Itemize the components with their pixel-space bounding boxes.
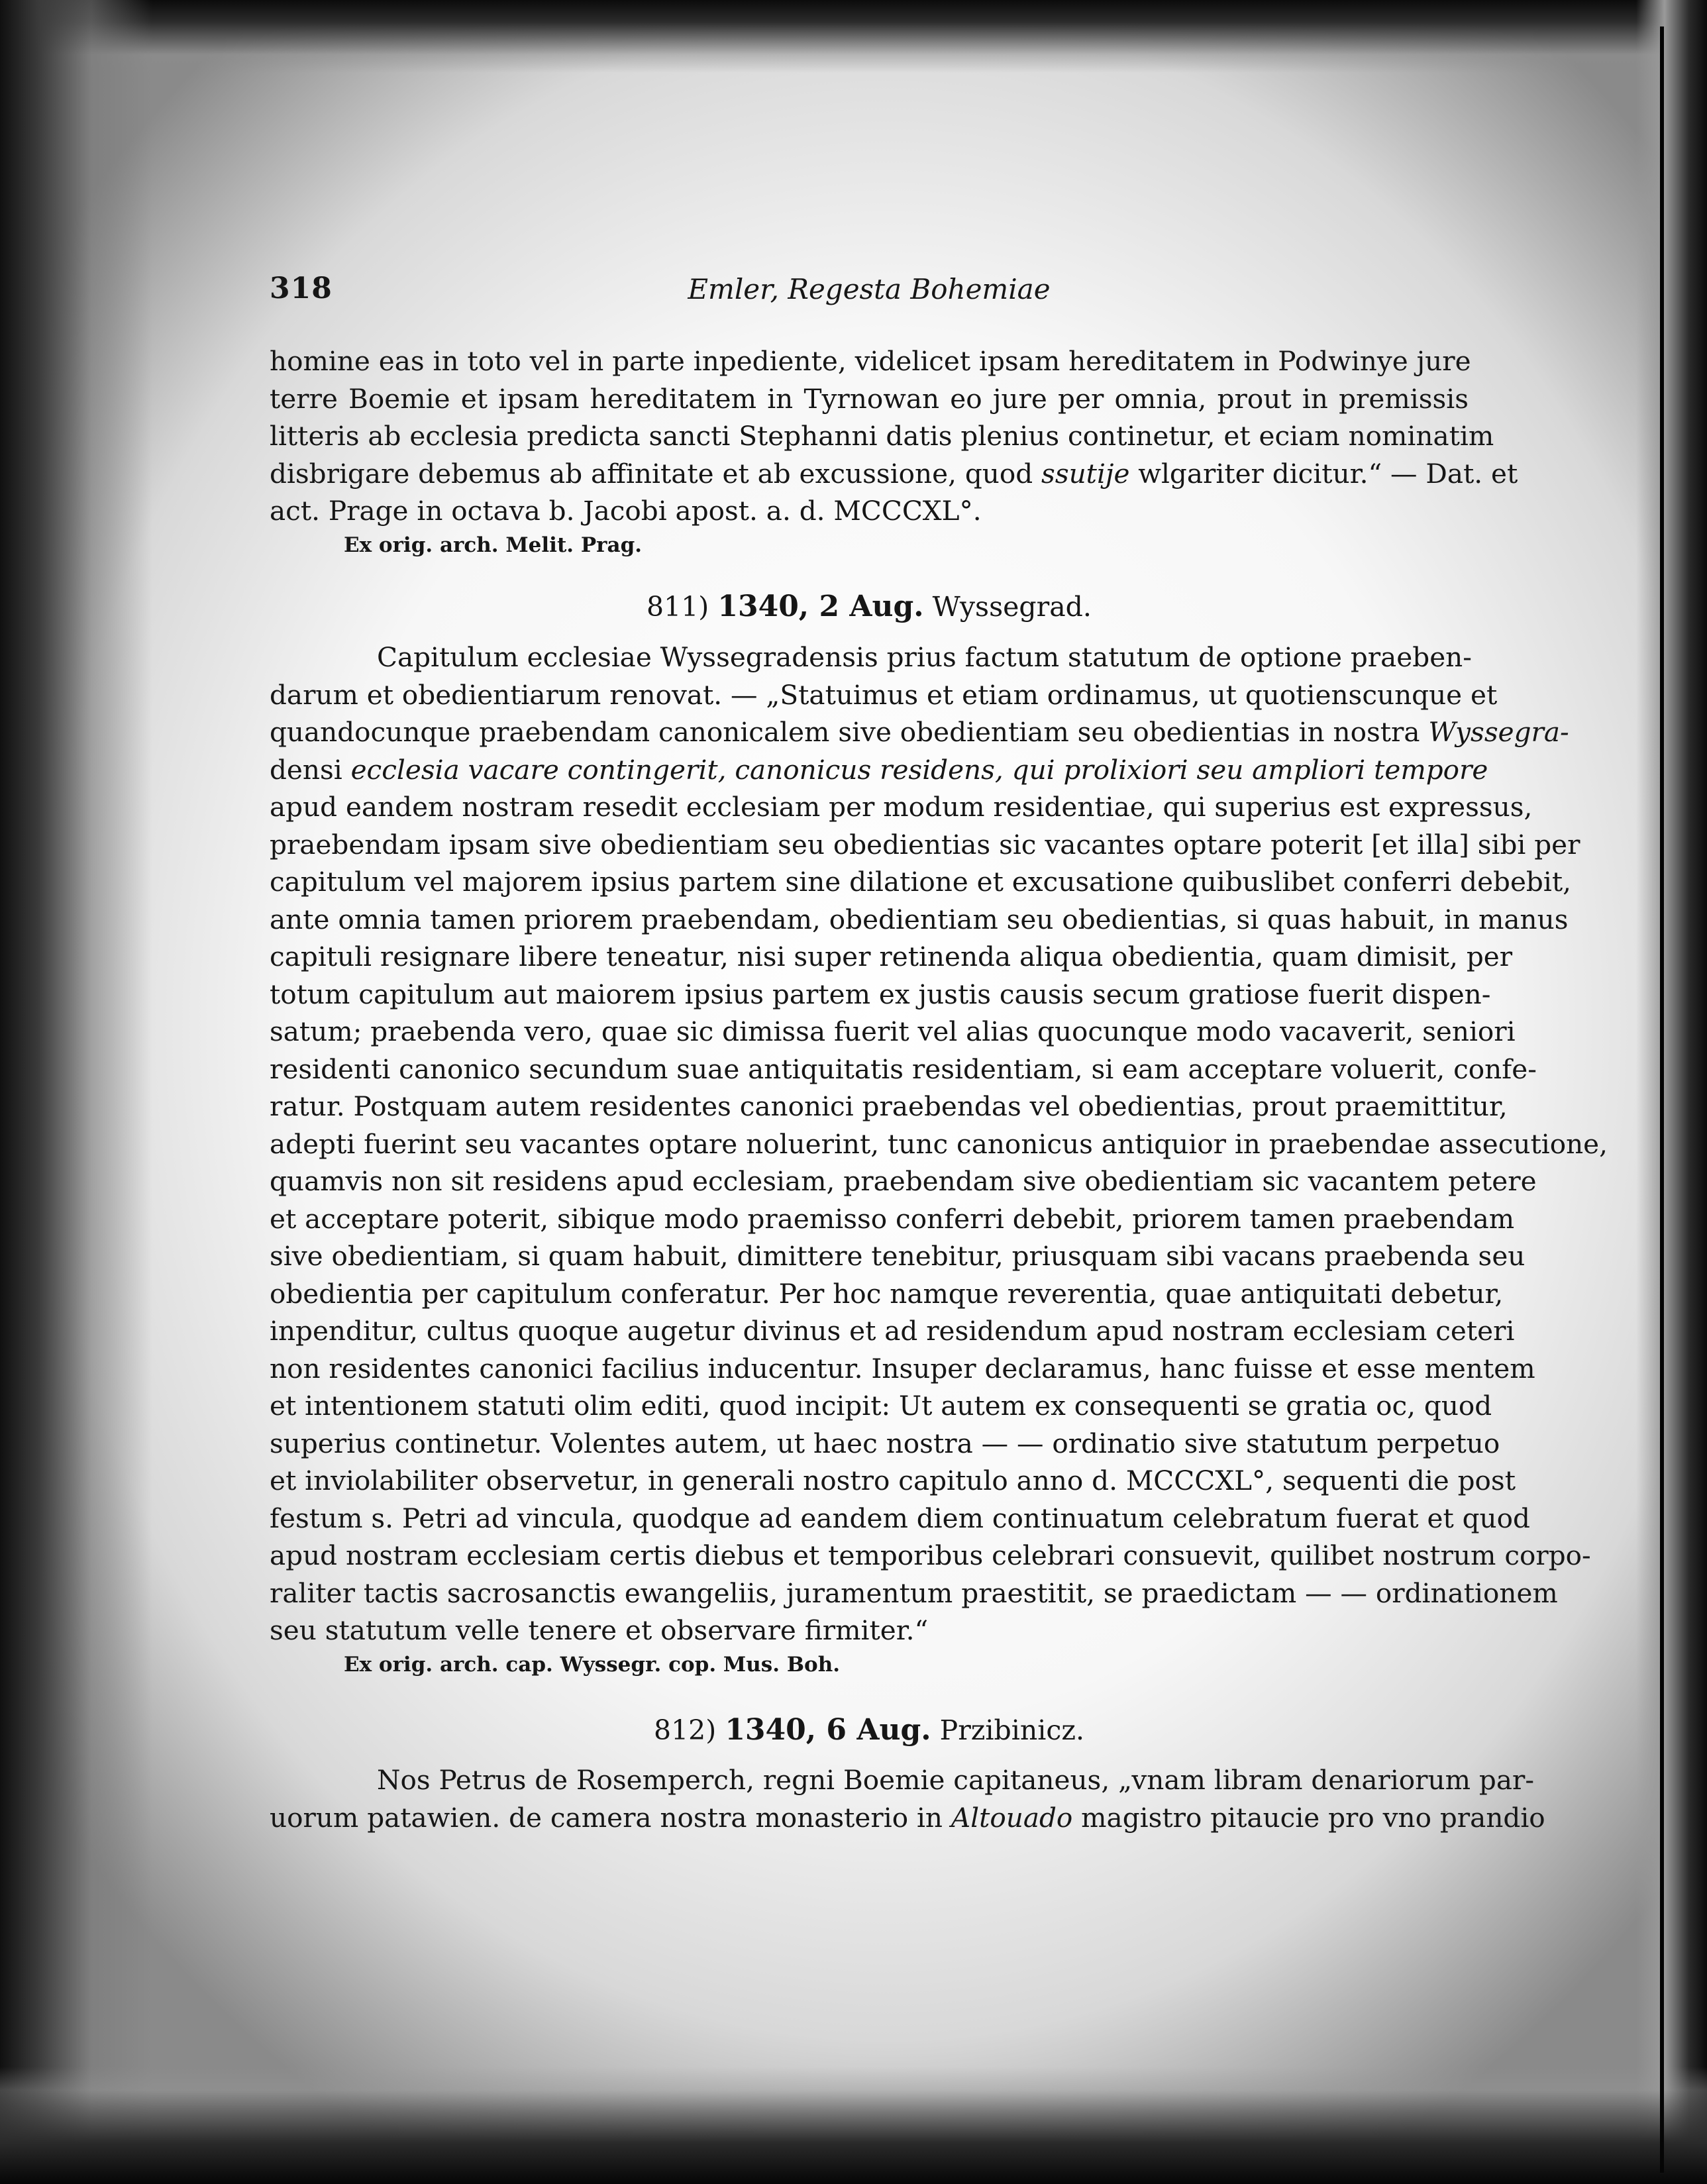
entry-number: 811): [647, 591, 709, 623]
text-line: [270, 1425, 1500, 1463]
source-note: Ex orig. arch. cap. Wyssegr. cop. Mus. Boh.: [344, 1652, 841, 1677]
text-line: [270, 639, 1472, 676]
text-line: [270, 751, 1488, 789]
text-line: [270, 1275, 1504, 1313]
running-title: Emler, Regesta Bohemiae: [688, 273, 1051, 305]
entry-heading: [270, 1710, 1469, 1750]
text-line: [270, 1350, 1535, 1388]
text-line: [270, 1237, 1526, 1275]
continuation-lines: [270, 342, 1518, 530]
text-run: capitulum vel majorem ipsius partem sine dilatione et excusatione quibuslibet conferri debebit,: [270, 866, 1571, 898]
text-run: ratur. Postquam autem residentes canonici praebendas vel obedientias, prout praemittitur,: [270, 1090, 1508, 1122]
text-run: ante omnia tamen priorem praebendam, obedientiam seu obedientias, si quas habuit, in manus: [270, 903, 1569, 935]
text-line: [270, 1537, 1591, 1575]
text-run: et inviolabiliter observetur, in generali nostro capitulo anno d. MCCCXL°, sequenti die post: [270, 1465, 1516, 1496]
text-run: darum et obedientiarum renovat. — „Statuimus et etiam ordinamus, ut quotienscunque et: [270, 678, 1498, 711]
entry-812-body: [270, 1761, 1545, 1836]
entry-811-heading: [270, 587, 1469, 627]
text-line: [270, 1013, 1516, 1051]
text-run: satum; praebenda vero, quae sic dimissa fuerit vel alias quocunque modo vacaverit, seniori: [270, 1015, 1516, 1047]
text-run: litteris ab ecclesia predicta sancti Stephanni datis plenius continetur, et eciam nominatim: [270, 420, 1494, 452]
text-run: densi: [270, 753, 342, 786]
text-run: capituli resignare libere teneatur, nisi super retinenda aliqua obedientia, quam dimisit, per: [270, 941, 1513, 972]
text-run: wlgariter dicitur.“ — Dat. et: [1129, 457, 1518, 490]
text-line: [270, 492, 1469, 530]
text-run: seu statutum velle tenere et observare firmiter.“: [270, 1614, 929, 1646]
entry-place: Przibinicz.: [939, 1714, 1084, 1746]
entry-place: Wyssegrad.: [932, 591, 1092, 623]
text-run: et intentionem statuti olim editi, quod incipit: Ut autem ex consequenti se gratia oc, quod: [270, 1390, 1492, 1422]
entry-number: 812): [654, 1714, 717, 1746]
text-line: [270, 1088, 1508, 1125]
italic-term: ecclesia vacare contingerit, canonicus residens, qui prolixiori seu ampliori tempore: [342, 753, 1488, 786]
entry-812-heading: [270, 1710, 1469, 1750]
text-line: [270, 901, 1569, 939]
text-run: festum s. Petri ad vincula, quodque ad eandem diem continuatum celebratum fuerat et quod: [270, 1502, 1530, 1534]
entry-heading: [270, 587, 1469, 627]
entry-811-lines: [270, 639, 1608, 1649]
page-number: 318: [270, 272, 333, 305]
text-run: raliter tactis sacrosanctis ewangeliis, juramentum praestitit, se praedictam — — ordinationem: [270, 1577, 1558, 1609]
text-run: apud eandem nostram resedit ecclesiam per modum residentiae, qui superius est expressus,: [270, 791, 1533, 823]
text-run: Nos Petrus de Rosemperch, regni Boemie capitaneus, „vnam libram denariorum par-: [377, 1764, 1535, 1796]
text-run: quandocunque praebendam canonicalem sive obedientiam seu obedientias in nostra: [270, 716, 1429, 748]
text-line: [270, 1051, 1537, 1088]
text-run: obedientia per capitulum conferatur. Per hoc namque reverentia, quae antiquitati debetur,: [270, 1277, 1504, 1310]
italic-term: ssutije: [1041, 457, 1130, 490]
text-line: [270, 1761, 1535, 1799]
text-line: [270, 1312, 1515, 1350]
continuation-paragraph: [270, 342, 1518, 560]
text-line: [270, 342, 1469, 380]
text-line: [270, 1500, 1530, 1537]
text-run: sive obedientiam, si quam habuit, dimittere tenebitur, priusquam sibi vacans praebenda seu: [270, 1240, 1526, 1272]
entry-812-lines: [270, 1761, 1545, 1836]
text-run: inpenditur, cultus quoque augetur divinus et ad residendum apud nostram ecclesiam ceteri: [270, 1315, 1515, 1347]
text-run: non residentes canonici facilius inducentur. Insuper declaramus, hanc fuisse et esse mentem: [270, 1352, 1535, 1384]
text-line: [270, 676, 1498, 714]
text-line: [270, 826, 1580, 864]
italic-term: Wyssegra-: [1428, 716, 1569, 748]
text-run: terre Boemie et ipsam hereditatem in Tyrnowan eo jure per omnia, prout in premissis: [270, 382, 1469, 415]
text-run: uorum patawien. de camera nostra monasterio in: [270, 1801, 951, 1834]
text-line: [270, 380, 1469, 418]
text-run: homine eas in toto vel in parte inpediente, videlicet ipsam hereditatem in Podwinye jure: [270, 345, 1471, 377]
text-run: magistro pitaucie pro vno prandio: [1072, 1801, 1545, 1834]
text-run: apud nostram ecclesiam certis diebus et temporibus celebrari consuevit, quilibet nostrum corpo-: [270, 1539, 1591, 1571]
text-line: [270, 1575, 1558, 1612]
entry-date: 1340, 6 Aug.: [725, 1713, 931, 1747]
text-run: disbrigare debemus ab affinitate et ab excussione, quod: [270, 457, 1042, 490]
text-line: [270, 788, 1533, 826]
text-line: [270, 1200, 1515, 1238]
text-run: residenti canonico secundum suae antiquitatis residentiam, si eam acceptare voluerit, confe-: [270, 1053, 1537, 1085]
text-line: [270, 455, 1518, 493]
text-run: act. Prage in octava b. Jacobi apost. a. d. MCCCXL°.: [270, 495, 982, 527]
text-line: [270, 713, 1569, 751]
text-line: [270, 1125, 1608, 1163]
text-line: [270, 1462, 1516, 1500]
text-run: adepti fuerint seu vacantes optare noluerint, tunc canonicus antiquior in praebendae assecutione,: [270, 1127, 1608, 1160]
text-line: [270, 863, 1571, 901]
entry-date: 1340, 2 Aug.: [717, 590, 924, 623]
entry-811-body: [270, 639, 1608, 1680]
text-line: [270, 976, 1491, 1014]
text-line: [270, 1612, 1469, 1649]
running-header: [270, 272, 1469, 311]
source-note: Ex orig. arch. Melit. Prag.: [344, 533, 643, 557]
text-line: [270, 938, 1513, 976]
text-run: totum capitulum aut maiorem ipsius partem ex justis causis secum gratiose fuerit dispen-: [270, 978, 1491, 1010]
text-line: [270, 417, 1494, 455]
text-run: Capitulum ecclesiae Wyssegradensis prius factum statutum de optione praeben-: [377, 641, 1472, 673]
text-line: [270, 1163, 1537, 1200]
italic-term: Altouado: [951, 1801, 1073, 1834]
text-run: praebendam ipsam sive obedientiam seu obedientias sic vacantes optare poterit [et illa] sibi per: [270, 828, 1580, 860]
text-line: [270, 1799, 1545, 1837]
text-line: [270, 1387, 1492, 1425]
text-run: superius continetur. Volentes autem, ut haec nostra — — ordinatio sive statutum perpetuo: [270, 1427, 1500, 1459]
text-run: quamvis non sit residens apud ecclesiam, praebendam sive obedientiam sic vacantem petere: [270, 1165, 1537, 1197]
text-run: et acceptare poterit, sibique modo praemisso conferri debebit, priorem tamen praebendam: [270, 1202, 1515, 1235]
